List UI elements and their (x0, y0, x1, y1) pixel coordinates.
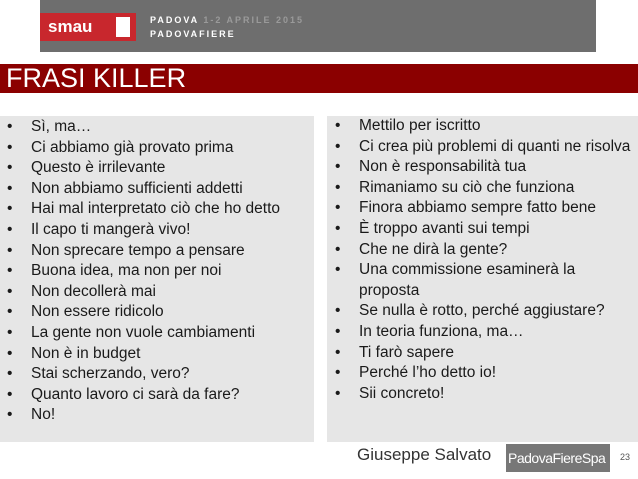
list-item: • Sii concreto! (335, 384, 633, 405)
page-number: 23 (620, 452, 631, 462)
author-name: Giuseppe Salvato (357, 445, 492, 464)
padovafiere-logo-text: PadovaFiereSpa (508, 450, 606, 466)
list-item: • Non abbiamo sufficienti addetti (7, 179, 307, 200)
list-item: • Non sprecare tempo a pensare (7, 241, 307, 262)
list-item: • Sì, ma… (7, 117, 307, 138)
list-item: • Rimaniamo su ciò che funziona (335, 178, 633, 199)
list-item: • Non essere ridicolo (7, 302, 307, 323)
list-item: • Questo è irrilevante (7, 158, 307, 179)
slide-title: FRASI KILLER (6, 63, 187, 93)
list-item: • In teoria funziona, ma… (335, 322, 633, 343)
event-venue: PADOVAFIERE (150, 29, 236, 39)
list-item: • È troppo avanti sui tempi (335, 219, 633, 240)
list-item: • Una commissione esaminerà la proposta (335, 260, 633, 301)
list-item: • Mettilo per iscritto (335, 116, 633, 137)
smau-logo-mark (116, 17, 130, 37)
list-item: • Stai scherzando, vero? (7, 364, 307, 385)
smau-logo-text: smau (48, 17, 93, 36)
list-item: • Ti farò sapere (335, 343, 633, 364)
list-item: • Ci crea più problemi di quanti ne risolva (335, 137, 633, 158)
list-item: • Non è in budget (7, 344, 307, 365)
list-item: • Non decollerà mai (7, 282, 307, 303)
left-bullet-list (7, 117, 307, 426)
list-item: • Il capo ti mangerà vivo! (7, 220, 307, 241)
right-bullet-list (335, 116, 633, 404)
event-location-dates (150, 15, 304, 25)
list-item: • Buona idea, ma non per noi (7, 261, 307, 282)
list-item: • La gente non vuole cambiamenti (7, 323, 307, 344)
list-item: • Non è responsabilità tua (335, 157, 633, 178)
list-item: • Quanto lavoro ci sarà da fare? (7, 385, 307, 406)
list-item: • Che ne dirà la gente? (335, 240, 633, 261)
list-item: • Se nulla è rotto, perché aggiustare? (335, 301, 633, 322)
list-item: • Ci abbiamo già provato prima (7, 138, 307, 159)
event-city: PADOVA (150, 15, 199, 25)
event-dates: 1-2 APRILE 2015 (203, 15, 305, 25)
list-item: • Hai mal interpretato ciò che ho detto (7, 199, 307, 220)
list-item: • Finora abbiamo sempre fatto bene (335, 198, 633, 219)
list-item: • No! (7, 405, 307, 426)
list-item: • Perché l’ho detto io! (335, 363, 633, 384)
